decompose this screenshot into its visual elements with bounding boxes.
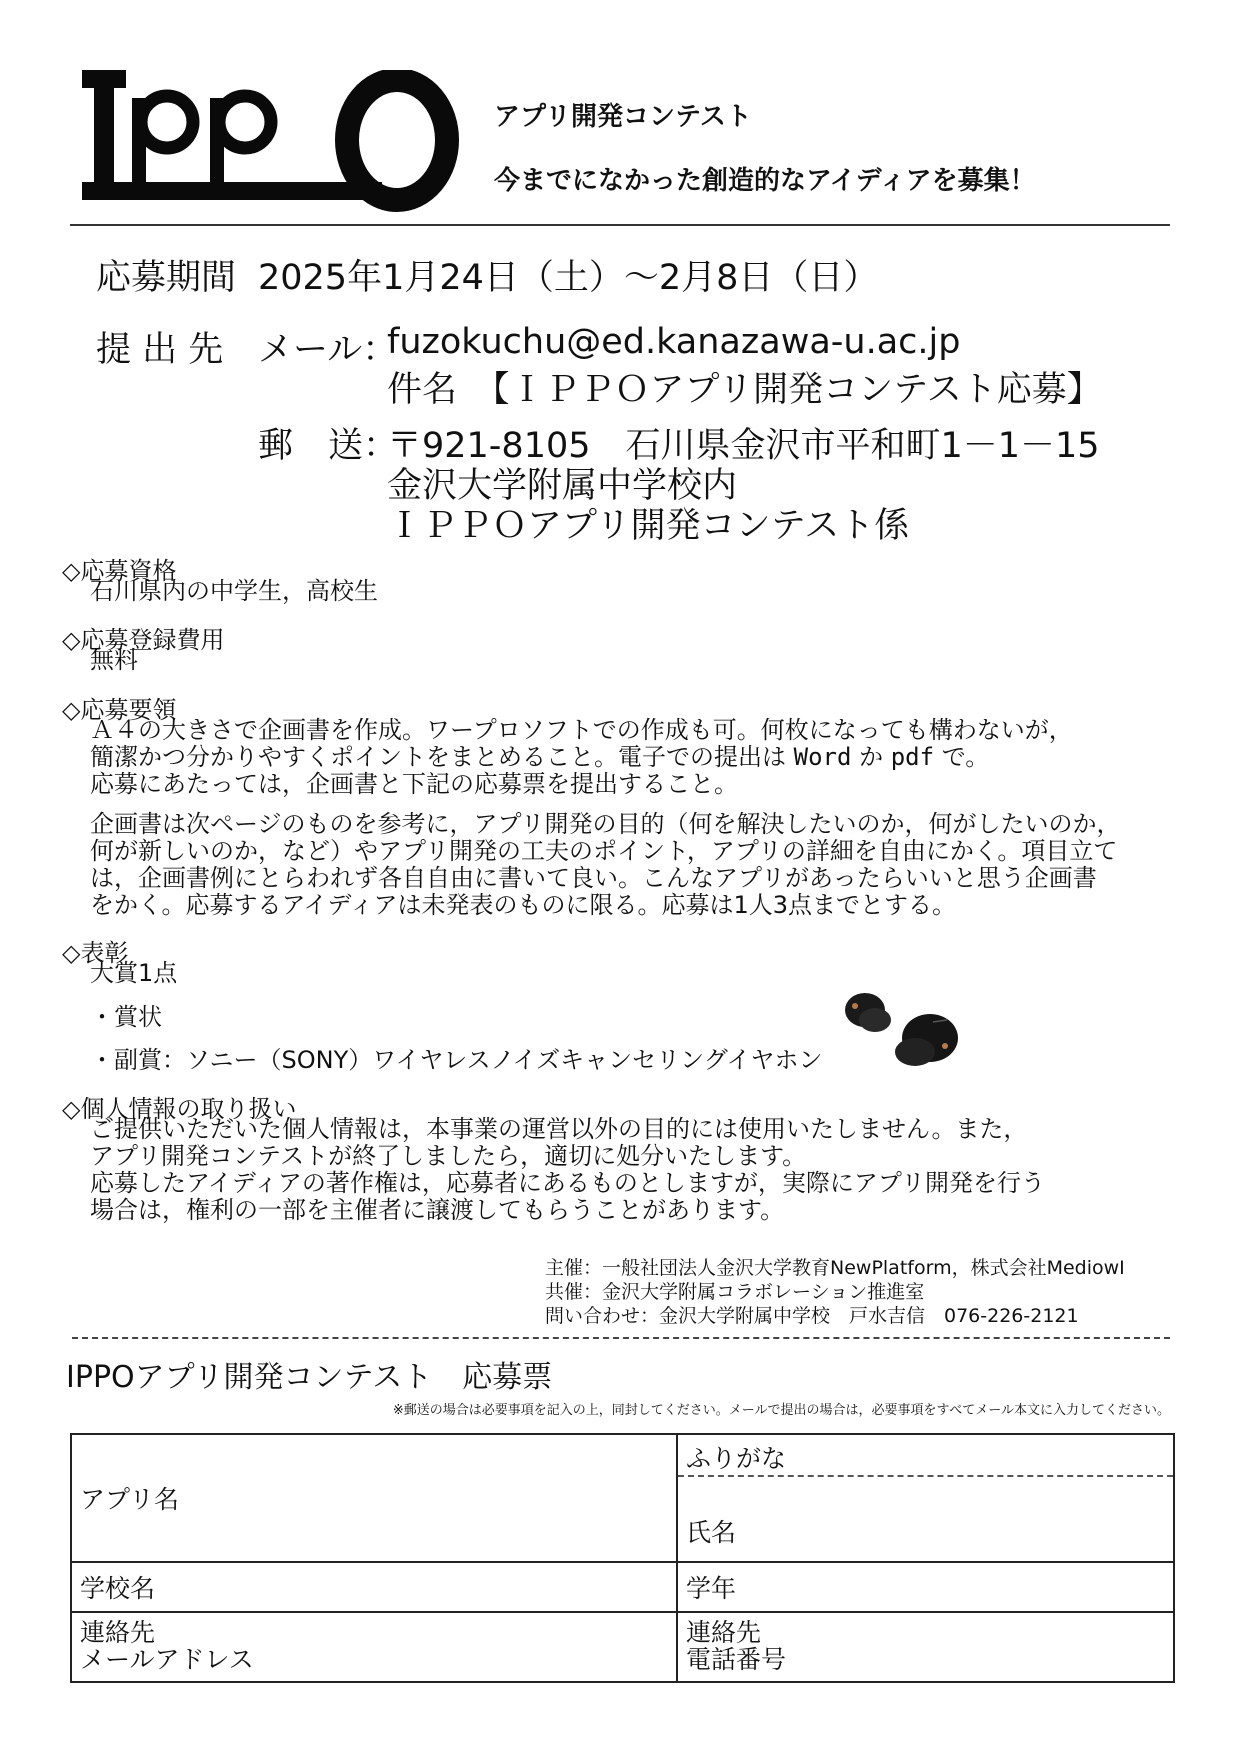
mail-subject: 件名 【ＩＰＰＯアプリ開発コンテスト応募】 <box>387 370 1102 410</box>
submit-label: 提 出 先 <box>96 330 224 370</box>
credit-organizer: 主催：一般社団法人金沢大学教育NewPlatform，株式会社MediowI <box>545 1257 1125 1279</box>
phone-label-2: 電話番号 <box>686 1645 787 1674</box>
grade-label: 学年 <box>686 1574 737 1603</box>
header-title: アプリ開発コンテスト <box>494 102 752 132</box>
guidelines-line-1: Ａ４の大きさで企画書を作成。ワープロソフトでの作成も可。何枚になっても構わないが， <box>90 716 1073 744</box>
email-cell[interactable] <box>71 1612 677 1682</box>
phone-label-1: 連絡先 <box>686 1618 762 1647</box>
eligibility-title: ◇応募資格 <box>62 557 177 585</box>
fee-title: ◇応募登録費用 <box>62 626 225 654</box>
privacy-line-2: アプリ開発コンテストが終了しましたら，適切に処分いたします。 <box>90 1142 807 1170</box>
fee-body: 無料 <box>90 646 138 674</box>
mail-address: fuzokuchu@ed.kanazawa-u.ac.jp <box>387 322 961 362</box>
furigana-label: ふりがな <box>678 1435 1173 1477</box>
name-cell[interactable] <box>677 1434 1174 1562</box>
period-label: 応募期間 <box>96 258 237 298</box>
guidelines-para-3: は，企画書例にとらわれず各自自由に書いて良い。こんなアプリがあったらいいと思う企画書 <box>90 864 1097 892</box>
email-label-2: メールアドレス <box>80 1645 254 1674</box>
post-recipient: ＩＰＰＯアプリ開発コンテスト係 <box>387 506 910 546</box>
email-label-1: 連絡先 <box>80 1618 156 1647</box>
period-value: 2025年1月24日（土）～2月8日（日） <box>258 258 879 298</box>
award-title: ◇表彰 <box>62 939 129 967</box>
credit-contact: 問い合わせ：金沢大学附属中学校 戸水吉信 076-226-2121 <box>545 1305 1079 1327</box>
grade-cell[interactable] <box>677 1562 1174 1612</box>
app-name-label: アプリ名 <box>80 1485 180 1514</box>
name-label: 氏名 <box>686 1518 737 1547</box>
guidelines-para-4: をかく。応募するアイディアは未発表のものに限る。応募は1人3点までとする。 <box>90 891 956 919</box>
form-note: ※郵送の場合は必要事項を記入の上，同封してください。メールで提出の場合は，必要事項をすべてメール本文に入力してください。 <box>392 1403 1170 1418</box>
form-title: IPPOアプリ開発コンテスト 応募票 <box>66 1360 553 1395</box>
application-form <box>70 1433 1175 1683</box>
post-school: 金沢大学附属中学校内 <box>387 466 738 506</box>
post-label: 郵 送： <box>258 426 399 466</box>
guidelines-title: ◇応募要領 <box>62 696 177 724</box>
header-tagline: 今までになかった創造的なアイディアを募集！ <box>494 166 1036 196</box>
privacy-line-1: ご提供いただいた個人情報は，本事業の運営以外の目的には使用いたしません。また， <box>90 1115 1028 1143</box>
post-address: 〒921-8105 石川県金沢市平和町1－1－15 <box>387 426 1100 466</box>
guidelines-para-1: 企画書は次ページのものを参考に，アプリ開発の目的（何を解決したいのか，何がしたいのか， <box>90 810 1121 838</box>
credit-co-organizer: 共催：金沢大学附属コラボレーション推進室 <box>545 1281 925 1303</box>
award-grand-prize: 大賞1点 <box>90 959 178 987</box>
ippo-logo <box>82 70 462 215</box>
mail-label: メール： <box>258 330 398 370</box>
cut-line <box>72 1337 1170 1339</box>
guidelines-line-2: 簡潔かつ分かりやすくポイントをまとめること。電子での提出は Word か pdf で。 <box>90 743 990 771</box>
school-label: 学校名 <box>80 1574 156 1603</box>
app-name-cell[interactable] <box>71 1434 677 1562</box>
header-divider <box>70 224 1170 226</box>
phone-cell[interactable] <box>677 1612 1174 1682</box>
privacy-line-4: 場合は，権利の一部を主催者に譲渡してもらうことがあります。 <box>90 1196 785 1224</box>
school-cell[interactable] <box>71 1562 677 1612</box>
eligibility-body: 石川県内の中学生，高校生 <box>90 577 378 605</box>
award-extra-prize: ・副賞：ソニー（SONY）ワイヤレスノイズキャンセリングイヤホン <box>90 1046 823 1074</box>
privacy-title: ◇個人情報の取り扱い <box>62 1095 297 1123</box>
earphones-icon <box>835 980 975 1080</box>
guidelines-para-2: 何が新しいのか，など）やアプリ開発の工夫のポイント，アプリの詳細を自由にかく。項目立て <box>90 837 1118 865</box>
award-certificate: ・賞状 <box>90 1003 162 1031</box>
privacy-line-3: 応募したアイディアの著作権は，応募者にあるものとしますが，実際にアプリ開発を行う <box>90 1169 1045 1197</box>
guidelines-line-3: 応募にあたっては，企画書と下記の応募票を提出すること。 <box>90 770 738 798</box>
